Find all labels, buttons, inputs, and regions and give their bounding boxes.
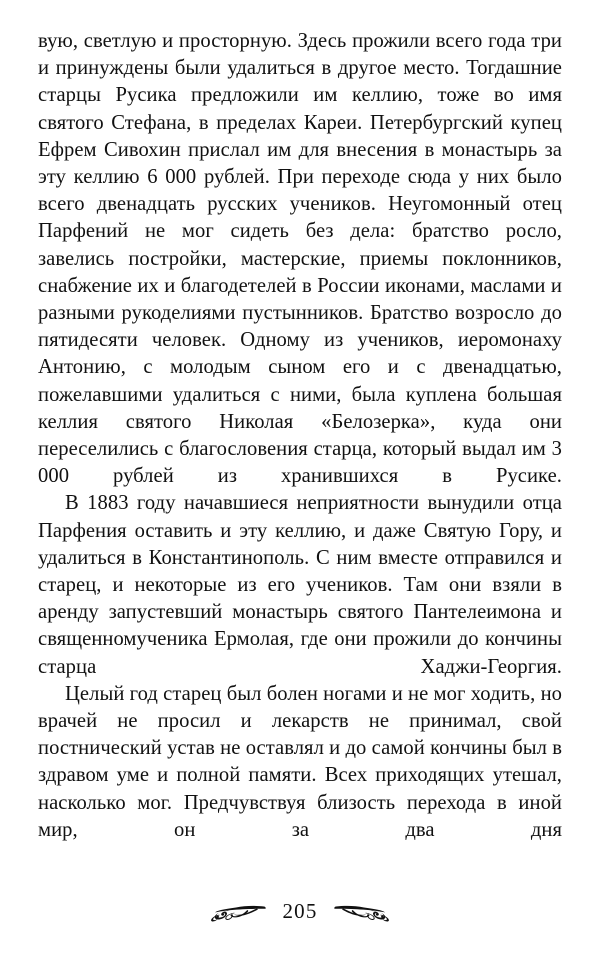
paragraph-2: В 1883 году начавшиеся неприятности вынудили отца Парфения оставить и эту келлию, и даже Святую Гору, и удалиться в Константинополь. С ним вместе отправился и старец, и некоторые из его учеников. Там они взяли в аренду запустевший монастырь святого Пантелеимона и священномученика Ермолая, где они прожили до кончины старца Хаджи-Георгия. xyxy=(38,492,562,678)
paragraph-1: вую, светлую и просторную. Здесь прожили всего года три и принуждены были удалиться в другое место. Тогдашние старцы Русика предложили им келлию, тоже во имя святого Стефана, в пределах Кареи. Петербургский купец Ефрем Сивохин прислал им для внесения в монастырь за эту келлию 6 000 рублей. При переходе сюда у них было всего двенадцать русских учеников. Неугомонный отец Парфений не мог сидеть без дела: братство росло, завелись постройки, мастерские, приемы поклонников, снабжение их и благодетелей в России иконами, маслами и разными рукоделиями пустынников. Братство возросло до пятидесяти человек. Одному из учеников, иеромонаху Антонию, с молодым сыном его и с двенадцатью, пожелавшими удалиться с ними, была куплена большая келлия святого Николая «Белозерка», куда они переселились с благословения старца, который выдал им 3 000 рублей из хранившихся в Русике. xyxy=(38,30,562,488)
paragraph-3: Целый год старец был болен ногами и не мог ходить, но врачей не просил и лекарств не принимал, свой постнический устав не оставлял и до самой кончины был в здравом уме и полной памяти. Всех приходящих утешал, насколько мог. Предчувствуя близость перехода в иной мир, он за два дня xyxy=(38,682,562,841)
page-number: 205 xyxy=(282,898,318,923)
page-footer xyxy=(0,893,600,929)
page-text-block xyxy=(38,28,562,844)
leaf-flourish-ornament-left xyxy=(208,900,266,922)
leaf-flourish-ornament-right xyxy=(334,900,392,922)
